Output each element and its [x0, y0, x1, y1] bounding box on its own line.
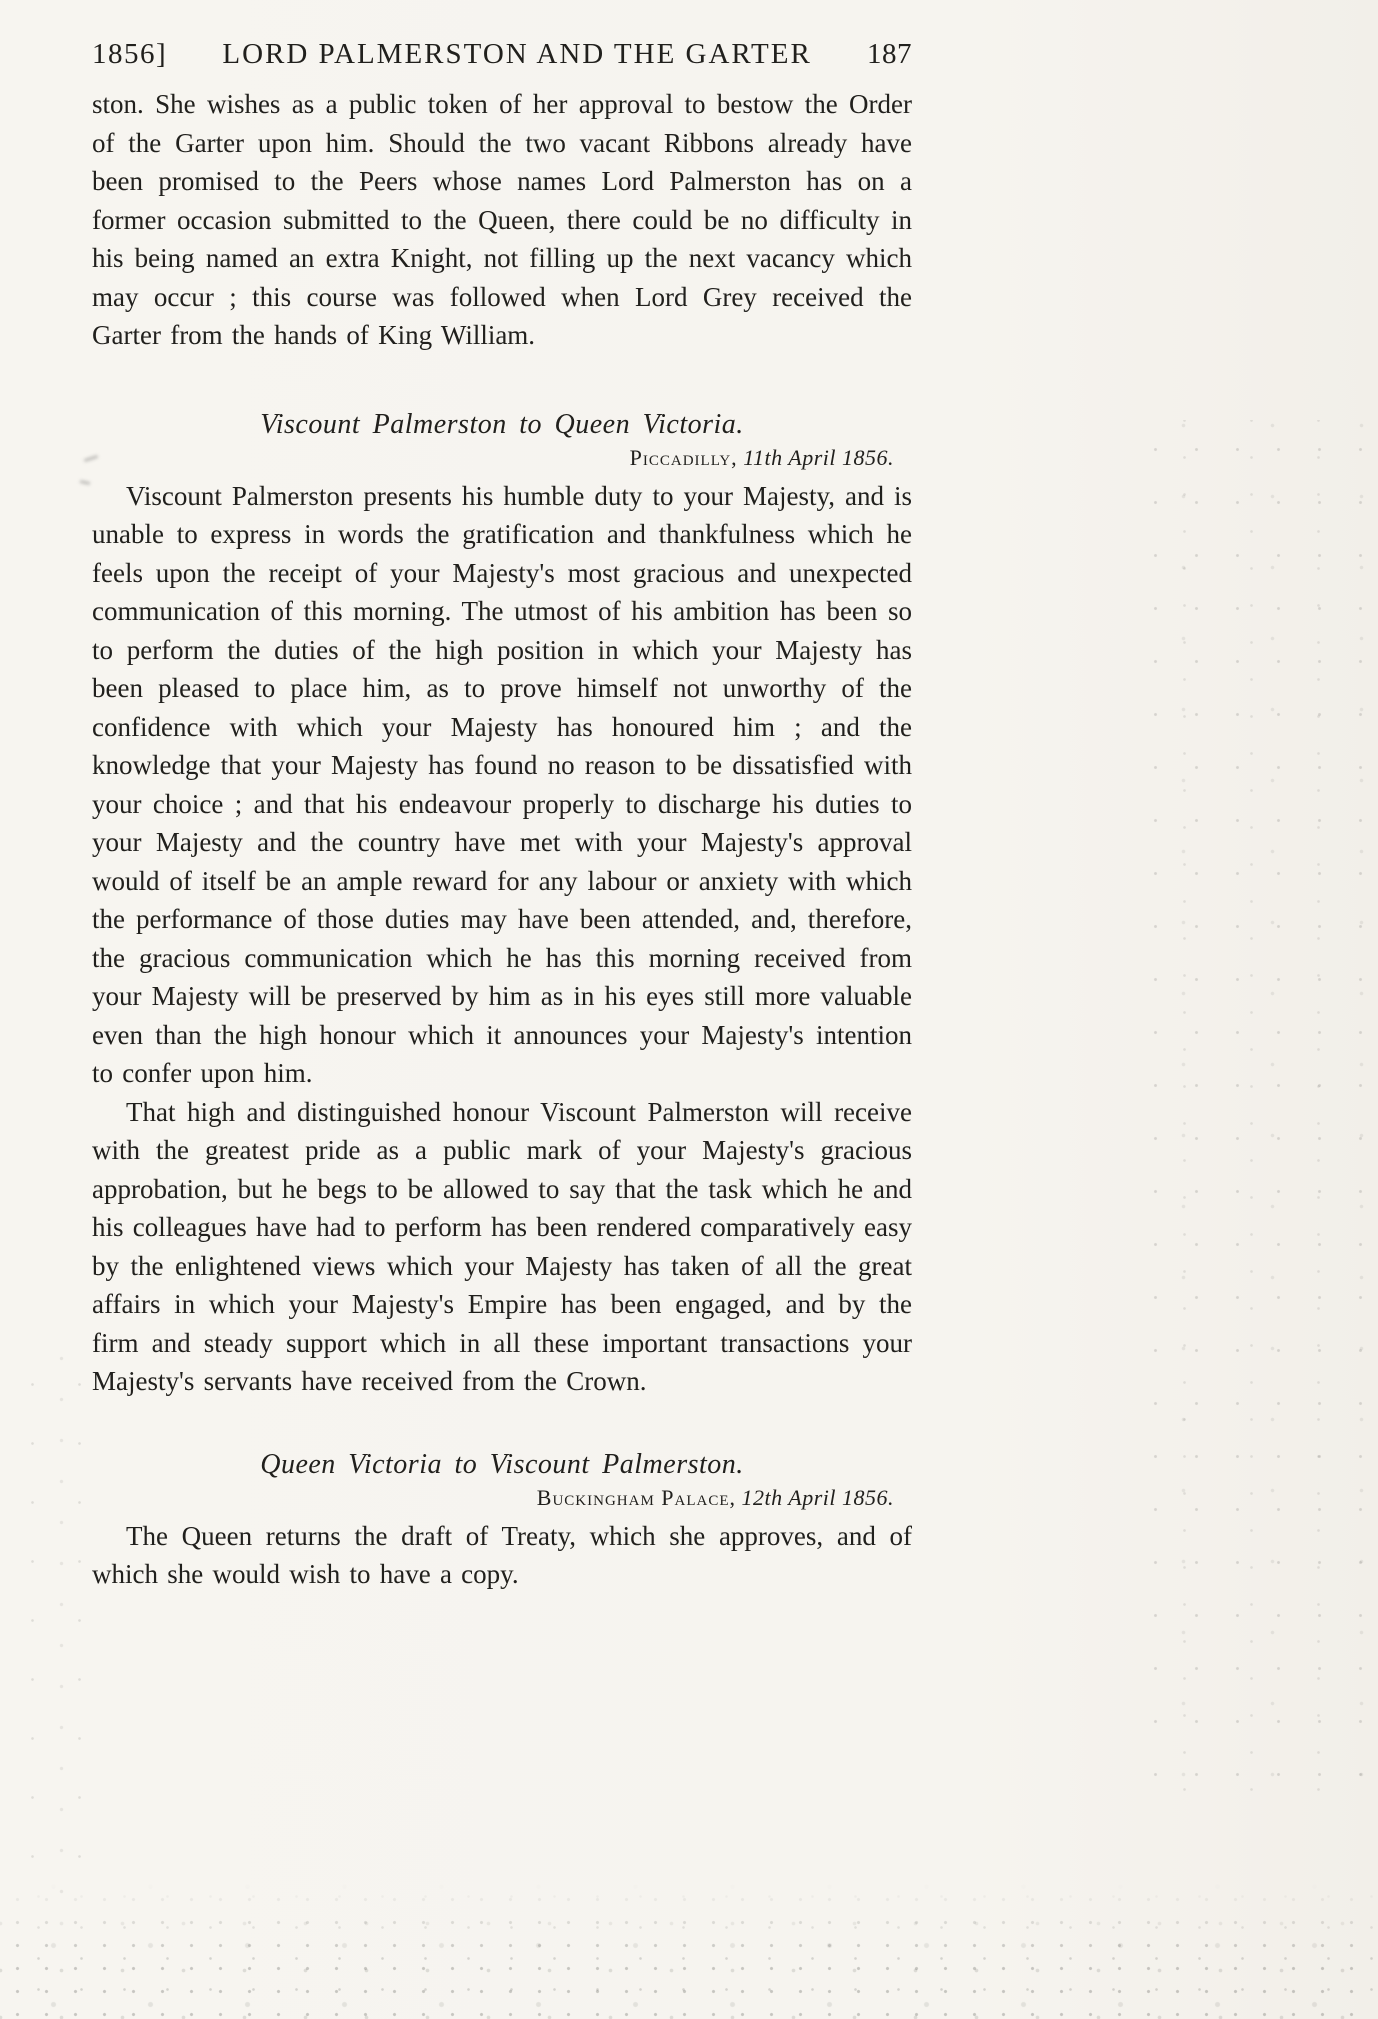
dateline-place: Piccadilly, [629, 444, 738, 470]
letter-heading: Queen Victoria to Viscount Palmerston. [260, 1448, 744, 1480]
header-title: LORD PALMERSTON AND THE GARTER [222, 38, 812, 70]
scan-noise-bottom [0, 1879, 1378, 2019]
dateline-date: 11th April 1856. [743, 444, 894, 470]
scan-noise-left [0, 1350, 90, 1910]
header-page-number: 187 [867, 38, 912, 70]
letter-dateline [92, 445, 894, 471]
letter-dateline [92, 1485, 894, 1511]
header-year: 1856] [92, 38, 168, 70]
letter-paragraph: The Queen returns the draft of Treaty, which she approves, and of which she would wish to have a copy. [92, 1520, 912, 1589]
running-header [92, 38, 912, 71]
continuation-paragraph: ston. She wishes as a public token of her approval to bestow the Order of the Garter upon him. Should the two vacant Ribbons already have been promised to the Peers whose names Lord Palmerston has on a former occasion submitted to the Queen, there could be no difficulty in his being named an extra Knight, not filling up the next vacancy which may occur ; this course was followed when Lord Grey received the Garter from the hands of King William. [92, 89, 912, 350]
letter-palmerston-to-victoria [92, 409, 912, 1401]
letter-paragraph: That high and distinguished honour Viscount Palmerston will receive with the greatest pride as a public mark of your Majesty's gracious approbation, but he begs to be allowed to say that the task which he and his colleagues have had to perform has been rendered comparatively easy by the enlightened views which your Majesty has taken of all the great affairs in which your Majesty's Empire has been engaged, and by the firm and steady support which in all these important transactions your Majesty's servants have received from the Crown. [92, 1096, 912, 1396]
text-column [92, 38, 912, 1594]
dateline-place: Buckingham Palace, [536, 1484, 737, 1510]
letter-victoria-to-palmerston [92, 1449, 912, 1594]
letter-paragraph: Viscount Palmerston presents his humble duty to your Majesty, and is unable to express in words the gratification and thankfulness which he feels upon the receipt of your Majesty's most gracious and unexpected communication of this morning. The utmost of his ambition has been so to perform the duties of the high position in which your Majesty has been pleased to place him, as to prove himself not unworthy of the confidence with which your Majesty has honoured him ; and the knowledge that your Majesty has found no reason to be dissatisfied with your choice ; and that his endeavour properly to discharge his duties to your Majesty and the country have met with your Majesty's approval would of itself be an ample reward for any labour or anxiety with which the performance of those duties may have been attended, and, therefore, the gracious communication which he has this morning received from your Majesty will be preserved by him as in his eyes still more valuable even than the high honour which it announces your Majesty's intention to confer upon him. [92, 480, 912, 1088]
dateline-date: 12th April 1856. [741, 1484, 894, 1510]
scan-noise-right [1128, 420, 1378, 1800]
letter-heading: Viscount Palmerston to Queen Victoria. [260, 408, 744, 440]
